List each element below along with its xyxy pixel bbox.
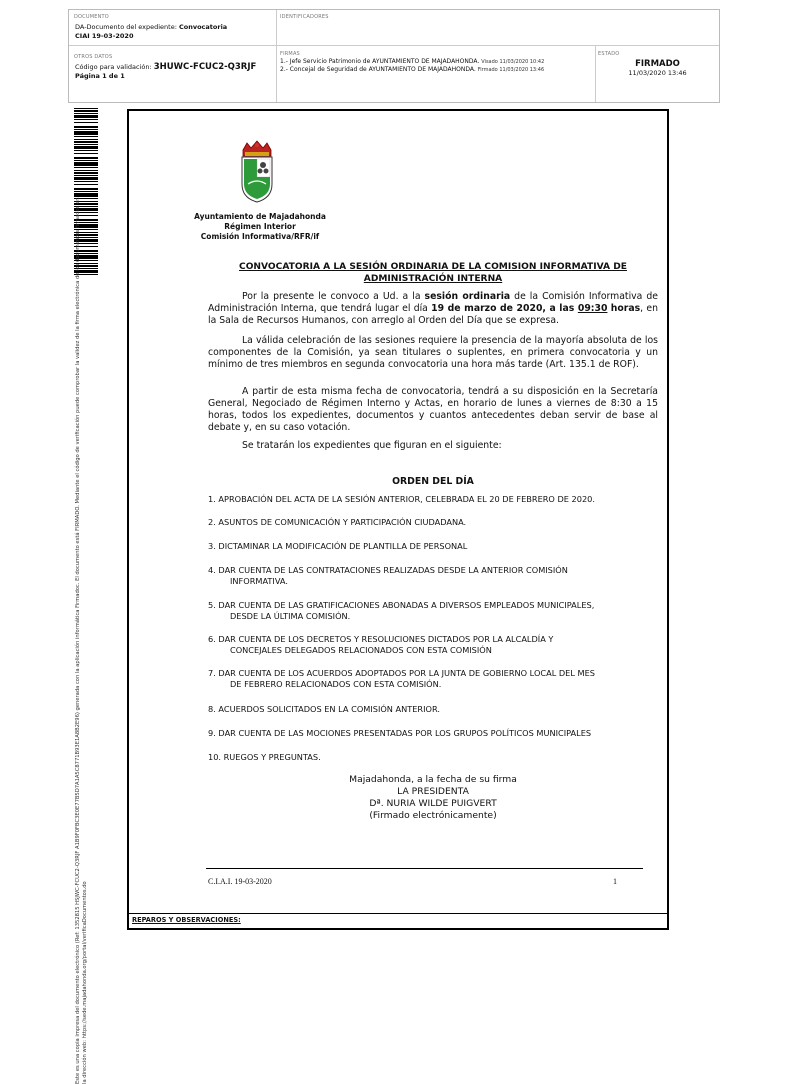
agenda-item: 9. DAR CUENTA DE LAS MOCIONES PRESENTADAS POR LOS GRUPOS POLÍTICOS MUNICIPALES: [208, 728, 592, 738]
header-divider: [276, 45, 277, 102]
barcode-bar: [74, 139, 98, 140]
signature-block: Majadahonda, a la fecha de su firma LA PRESIDENTA Dª. NURIA WILDE PUIGVERT (Firmado electrónicamente): [349, 774, 517, 821]
barcode-bar: [74, 157, 98, 159]
barcode-bar: [74, 170, 98, 171]
footer-rule: [206, 868, 643, 869]
firmas-label: FIRMAS: [280, 51, 300, 57]
paragraph-quorum: La válida celebración de las sesiones requiere la presencia de la mayoría absoluta de los componentes de la Comisión, ya sean titulares o suplentes, en primera convocatoria y un mínimo de tres miembros en segunda convocatoria una hora más tarde (Art. 135.1 de ROF).: [208, 335, 658, 370]
barcode-bar: [74, 141, 98, 143]
agenda-item: 5. DAR CUENTA DE LAS GRATIFICACIONES ABONADAS A DIVERSOS EMPLEADOS MUNICIPALES, DESDE LA ÚLTIMA COMISIÓN.: [208, 600, 595, 621]
agenda-item: 7. DAR CUENTA DE LOS ACUERDOS ADOPTADOS POR LA JUNTA DE GOBIERNO LOCAL DEL MES DE FEBRERO RELACIONADOS CON ESTA COMISIÓN.: [208, 668, 595, 689]
barcode-bar: [74, 122, 98, 123]
barcode-bar: [74, 144, 98, 145]
otros-datos-label: OTROS DATOS: [74, 54, 113, 60]
agenda-item: 4. DAR CUENTA DE LAS CONTRATACIONES REALIZADAS DESDE LA ANTERIOR COMISIÓN INFORMATIVA.: [208, 565, 568, 586]
paragraph-expedientes: Se tratarán los expedientes que figuran en el siguiente:: [242, 440, 502, 451]
barcode-bar: [74, 188, 98, 190]
barcode-bar: [74, 129, 98, 130]
document-header: [68, 9, 720, 103]
status-badge: FIRMADO 11/03/2020 13:46: [628, 59, 687, 77]
barcode-bar: [74, 191, 98, 192]
reparos-box: [129, 913, 667, 928]
signatures-list: 1.- Jefe Servicio Patrimonio de AYUNTAMIENTO DE MAJADAHONDA. Visado 11/03/2020 10:42 2.- Concejal de Seguridad de AYUNTAMIENTO DE MAJADAHONDA. Firmado 11/03/2020 13:46: [280, 58, 545, 73]
documento-title: DA-Documento del expediente: Convocatoria CIAI 19-03-2020: [75, 23, 228, 40]
barcode-bar: [74, 160, 98, 161]
barcode-bar: [74, 153, 98, 154]
barcode-bar: [74, 119, 98, 120]
header-divider: [69, 45, 719, 46]
barcode-bar: [74, 110, 98, 112]
footer-reference: C.I.A.I. 19-03-2020: [208, 877, 272, 886]
estado-label: ESTADO: [598, 51, 620, 57]
barcode-bar: [74, 136, 98, 137]
header-divider: [276, 10, 277, 45]
barcode-bar: [74, 150, 98, 151]
orden-del-dia-title: ORDEN DEL DÍA: [392, 476, 474, 487]
barcode-bar: [74, 126, 98, 128]
agenda-item: 2. ASUNTOS DE COMUNICACIÓN Y PARTICIPACIÓN CIUDADANA.: [208, 517, 467, 527]
barcode-bar: [74, 108, 98, 109]
documento-label: DOCUMENTO: [74, 14, 109, 20]
coat-of-arms-logo: [238, 140, 276, 204]
barcode-bar: [74, 172, 98, 174]
barcode-bar: [74, 181, 98, 182]
agenda-item: 1. APROBACIÓN DEL ACTA DE LA SESIÓN ANTERIOR, CELEBRADA EL 20 DE FEBRERO DE 2020.: [208, 494, 595, 504]
barcode-bar: [74, 184, 98, 185]
agenda-item: 6. DAR CUENTA DE LOS DECRETOS Y RESOLUCIONES DICTADOS POR LA ALCALDÍA Y CONCEJALES DELEGADOS RELACIONADOS CON ESTA COMISIÓN: [208, 634, 554, 655]
identificadores-label: IDENTIFICADORES: [280, 14, 329, 20]
barcode-bar: [74, 131, 98, 135]
barcode-bar: [74, 146, 98, 149]
barcode-bar: [74, 115, 98, 118]
barcode-bar: [74, 113, 98, 114]
agenda-item: 3. DICTAMINAR LA MODIFICACIÓN DE PLANTILLA DE PERSONAL: [208, 541, 468, 551]
paragraph-disposicion: A partir de esta misma fecha de convocatoria, tendrá a su disposición en la Secretaría General, Negociado de Régimen Interno y Actas, en horario de lunes a viernes de 8:30 a 15 horas, todos los expedientes, documentos y cuantos antecedentes deban servir de base al debate y, en su caso votación.: [208, 386, 658, 433]
letterhead: Ayuntamiento de Majadahonda Régimen Interior Comisión Informativa/RFR/if: [194, 212, 326, 241]
reparos-label: REPAROS Y OBSERVACIONES:: [132, 916, 241, 924]
paragraph-convocatoria: Por la presente le convoco a Ud. a la sesión ordinaria de la Comisión Informativa de Administración Interna, que tendrá lugar el día 19 de marzo de 2020, a las 09:30 horas, en la Sala de Recursos Humanos, con arreglo al Orden del Día que se expresa.: [208, 291, 658, 326]
barcode-bar: [74, 175, 98, 176]
barcode-bar: [74, 177, 98, 180]
validation-code: Código para validación: 3HUWC-FCUC2-Q3RJF Página 1 de 1: [75, 62, 257, 80]
agenda-item: 10. RUEGOS Y PREGUNTAS.: [208, 752, 321, 762]
barcode-bar: [74, 167, 98, 168]
document-title: CONVOCATORIA A LA SESIÓN ORDINARIA DE LA COMISION INFORMATIVA DE ADMINISTRACIÓN INTERNA: [239, 262, 627, 284]
agenda-item: 8. ACUERDOS SOLICITADOS EN LA COMISIÓN ANTERIOR.: [208, 704, 440, 714]
page-number: 1: [613, 877, 617, 886]
barcode-bar: [74, 162, 98, 166]
verification-sidebar-text: Este es una copia impresa del documento electrónico (Ref: 1352815 HSJWC-FCUC2-Q3RJF A1B9F0FBC3E0E77B5D7A1A5C8771B93E1A8B2E96) generada con la aplicación informática Firmadoc. El documento está FIRMADO. Mediante el código de verificación puede comprobar la validez de la firma electrónica de los documentos firmados en la dirección web: https://sede.majadahonda.org/portal/verificaDocumentos.do: [75, 197, 88, 1084]
